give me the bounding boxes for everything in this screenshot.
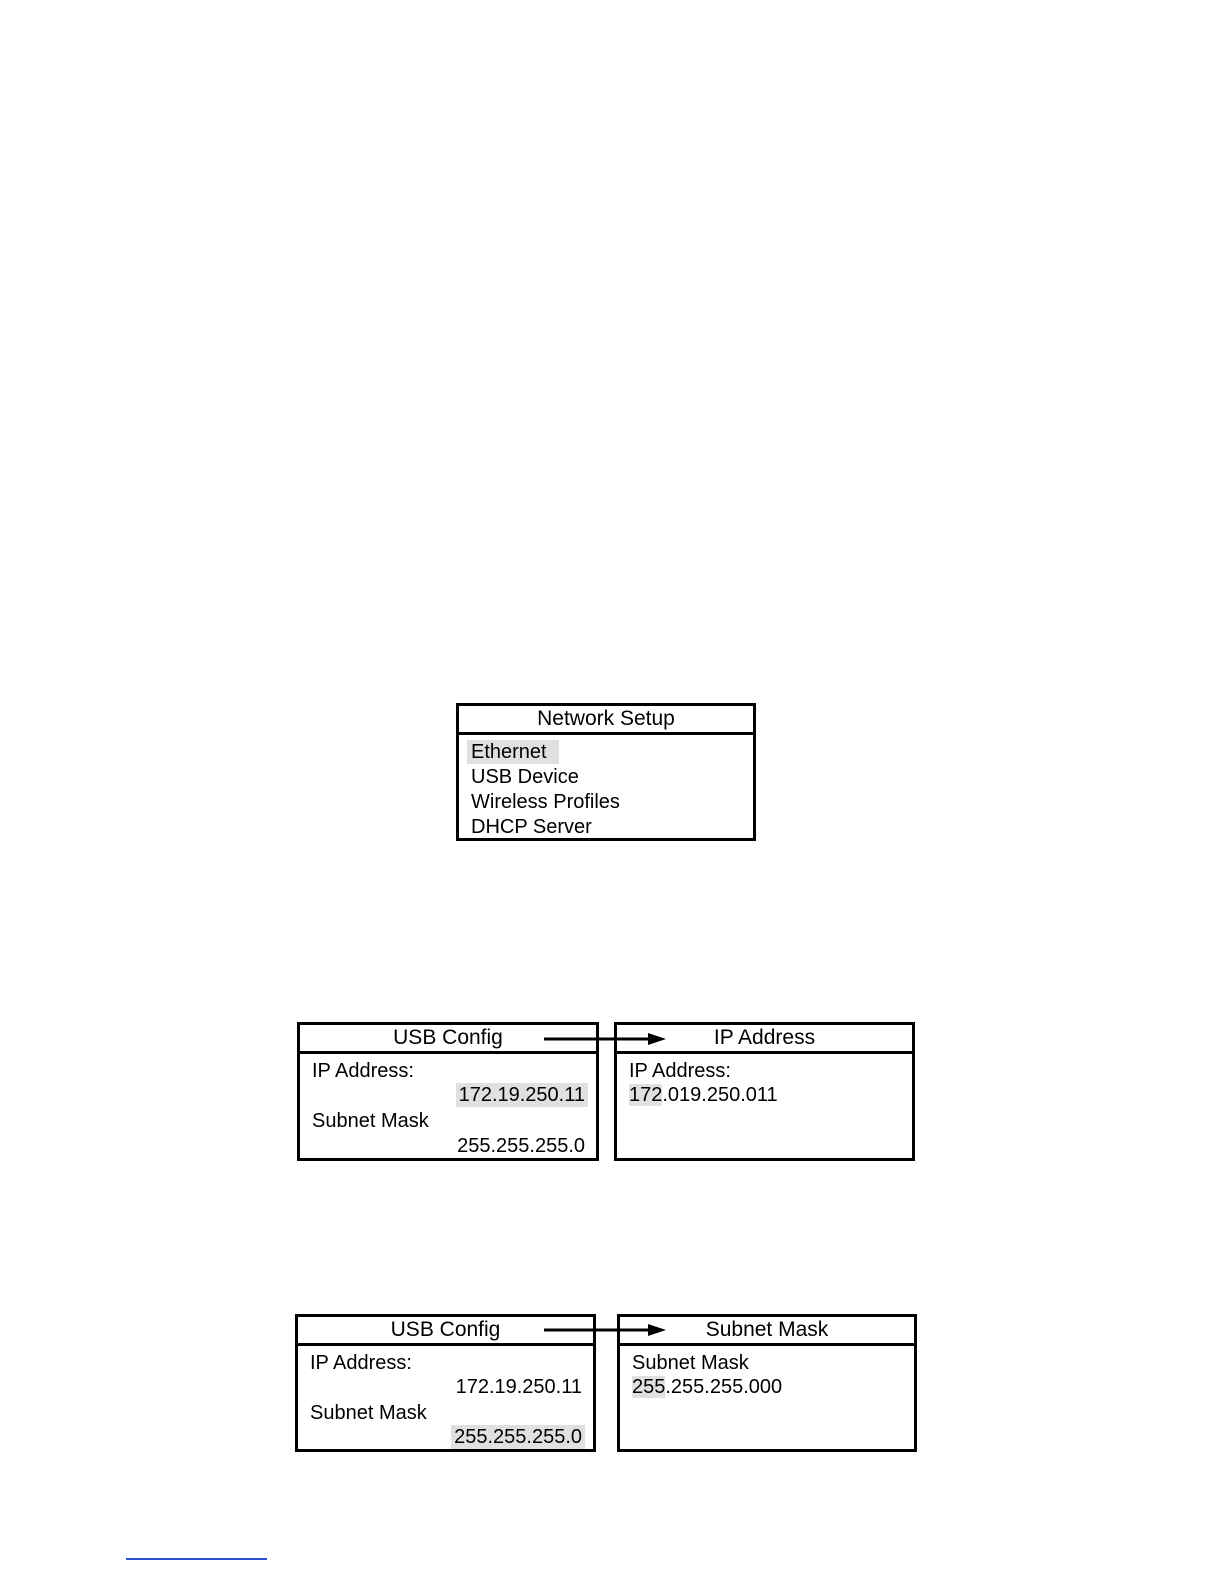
network-setup-screen	[456, 703, 756, 841]
ip-address-value[interactable]: 172.19.250.11	[455, 1376, 582, 1398]
ip-address-editor-cursor-segment: 172	[629, 1084, 663, 1106]
ip-address-editor-value[interactable]	[629, 1083, 778, 1107]
ip-address-editor-title: IP Address	[617, 1025, 912, 1054]
ip-address-editor-remaining: .019.250.011	[662, 1084, 778, 1106]
subnet-mask-editor-value[interactable]	[632, 1375, 782, 1399]
usb-config-title: USB Config	[298, 1317, 593, 1346]
network-setup-title: Network Setup	[459, 706, 753, 735]
ip-address-label: IP Address:	[312, 1060, 414, 1082]
usb-config-title: USB Config	[300, 1025, 596, 1054]
ip-address-editor-label: IP Address:	[629, 1060, 731, 1082]
subnet-mask-value[interactable]: 255.255.255.0	[457, 1135, 585, 1157]
subnet-mask-label: Subnet Mask	[312, 1110, 429, 1132]
subnet-mask-editor-label: Subnet Mask	[632, 1352, 749, 1374]
footnote-divider	[126, 1558, 267, 1560]
flow-arrow-icon	[544, 1032, 668, 1046]
menu-item-dhcp-server[interactable]: DHCP Server	[471, 816, 592, 838]
subnet-mask-editor-title: Subnet Mask	[620, 1317, 914, 1346]
subnet-mask-label: Subnet Mask	[310, 1402, 427, 1424]
subnet-mask-value[interactable]: 255.255.255.0	[451, 1425, 585, 1449]
menu-item-usb-device[interactable]: USB Device	[471, 766, 579, 788]
subnet-mask-editor-cursor-segment: 255	[632, 1376, 666, 1398]
subnet-mask-editor-remaining: .255.255.000	[665, 1376, 783, 1398]
flow-arrow-icon	[544, 1323, 668, 1337]
menu-item-ethernet[interactable]: Ethernet	[467, 740, 559, 764]
ip-address-label: IP Address:	[310, 1352, 412, 1374]
menu-item-wireless-profiles[interactable]: Wireless Profiles	[471, 791, 620, 813]
ip-address-value[interactable]: 172.19.250.11	[456, 1083, 588, 1107]
